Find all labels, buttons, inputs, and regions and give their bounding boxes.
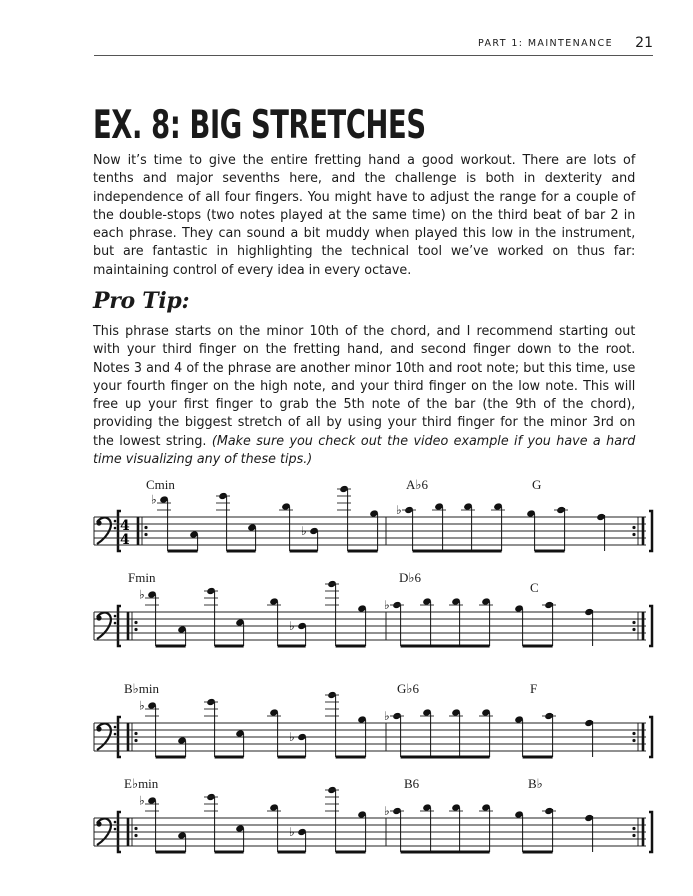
repeat-dot bbox=[134, 732, 137, 735]
bass-clef-dot bbox=[114, 527, 117, 530]
chord-symbol: B6 bbox=[404, 776, 420, 791]
bass-clef-dot bbox=[96, 520, 101, 525]
repeat-bracket-right bbox=[649, 511, 652, 551]
bass-clef-dot bbox=[114, 520, 117, 523]
chord-symbol: B♭min bbox=[124, 681, 160, 696]
bass-clef-dot bbox=[96, 615, 101, 620]
flat-accidental: ♭ bbox=[139, 793, 145, 808]
pro-tip-text: This phrase starts on the minor 10th of the chord, and I recommend starting out with your third finger on the fretting hand, and second finger down to the root. Notes 3 and 4 of the phrase are another minor 10th and root note; but this time, use your fourth finger on the high note, and your third finger on the low note. This will free up your first finger to grab the 5th note of the bar (the 9th of the chord), providing the biggest stretch of all by using your third finger for the minor 3rd on the lowest string. bbox=[93, 324, 636, 449]
repeat-dot bbox=[632, 628, 635, 631]
exercise-title: EX. 8: BIG STRETCHES bbox=[93, 103, 426, 148]
flat-accidental: ♭ bbox=[151, 492, 157, 507]
flat-accidental: ♭ bbox=[289, 730, 295, 744]
bass-clef-dot bbox=[114, 615, 117, 618]
running-header bbox=[94, 36, 653, 56]
repeat-dot bbox=[632, 621, 635, 624]
chord-symbol: C bbox=[530, 580, 539, 595]
repeat-dot bbox=[134, 739, 137, 742]
flat-accidental: ♭ bbox=[384, 804, 390, 818]
repeat-dot bbox=[134, 827, 137, 830]
repeat-dot bbox=[632, 834, 635, 837]
chord-symbol: Cmin bbox=[146, 477, 175, 492]
bass-staff bbox=[94, 776, 656, 866]
bass-clef-dot bbox=[114, 726, 117, 729]
bass-clef-dot bbox=[114, 828, 117, 831]
chord-symbol: A♭6 bbox=[406, 477, 429, 492]
repeat-bracket-right bbox=[649, 812, 652, 852]
bass-clef-dot bbox=[114, 821, 117, 824]
chord-symbol: G♭6 bbox=[397, 681, 420, 696]
repeat-dot bbox=[144, 533, 147, 536]
flat-accidental: ♭ bbox=[289, 619, 295, 633]
bass-clef-dot bbox=[114, 733, 117, 736]
flat-accidental: ♭ bbox=[384, 598, 390, 612]
flat-accidental: ♭ bbox=[289, 825, 295, 839]
bass-staff bbox=[94, 570, 656, 660]
flat-accidental: ♭ bbox=[301, 524, 307, 538]
intro-paragraph: Now it’s time to give the entire fretting hand a good workout. There are lots of tenths and major sevenths here, and the challenge is both in dexterity and independence of all four fingers. You might have to adjust the range for a couple of the double-stops (two notes played at the same time) on the third beat of bar 2 in each phrase. They can sound a bit muddy when played this low in the instrument, but are fantastic in highlighting the technical tool we’ve worked on thus far: maintaining control of every idea in every octave. bbox=[93, 153, 636, 278]
repeat-dot bbox=[632, 526, 635, 529]
page-number: 21 bbox=[635, 35, 653, 51]
repeat-dot bbox=[632, 732, 635, 735]
flat-accidental: ♭ bbox=[139, 698, 145, 713]
chord-symbol: E♭min bbox=[124, 776, 159, 791]
repeat-bracket-right bbox=[649, 606, 652, 646]
flat-accidental: ♭ bbox=[139, 587, 145, 602]
repeat-dot bbox=[134, 628, 137, 631]
bass-clef-dot bbox=[96, 726, 101, 731]
pro-tip-heading: Pro Tip: bbox=[93, 288, 190, 314]
chord-symbol: B♭ bbox=[528, 776, 543, 791]
repeat-dot bbox=[632, 533, 635, 536]
chord-symbol: Fmin bbox=[128, 570, 156, 585]
pro-tip-paragraph bbox=[93, 323, 635, 469]
chord-symbol: D♭6 bbox=[399, 570, 422, 585]
staff-system-3 bbox=[94, 681, 656, 771]
section-title: PART 1: MAINTENANCE bbox=[478, 38, 613, 49]
repeat-bracket-right bbox=[649, 717, 652, 757]
repeat-dot bbox=[134, 834, 137, 837]
chord-symbol: F bbox=[530, 681, 538, 696]
staff-system-2 bbox=[94, 570, 656, 660]
time-signature-top: 4 bbox=[120, 518, 130, 534]
repeat-dot bbox=[144, 526, 147, 529]
header-rule bbox=[94, 55, 653, 56]
staff-system-4 bbox=[94, 776, 656, 866]
flat-accidental: ♭ bbox=[384, 709, 390, 723]
repeat-dot bbox=[632, 739, 635, 742]
repeat-dot bbox=[134, 621, 137, 624]
bass-clef-dot bbox=[114, 622, 117, 625]
staff-system-1 bbox=[94, 475, 656, 565]
flat-accidental: ♭ bbox=[396, 503, 402, 517]
time-signature-bottom: 4 bbox=[120, 532, 130, 548]
repeat-dot bbox=[632, 827, 635, 830]
bass-staff bbox=[94, 475, 656, 565]
bass-clef-dot bbox=[96, 821, 101, 826]
pro-tip-italic-note: (Make sure you check out the video example if you have a hard time visualizing any of these tips.) bbox=[93, 433, 636, 468]
bass-staff bbox=[94, 681, 656, 771]
chord-symbol: G bbox=[532, 477, 542, 492]
